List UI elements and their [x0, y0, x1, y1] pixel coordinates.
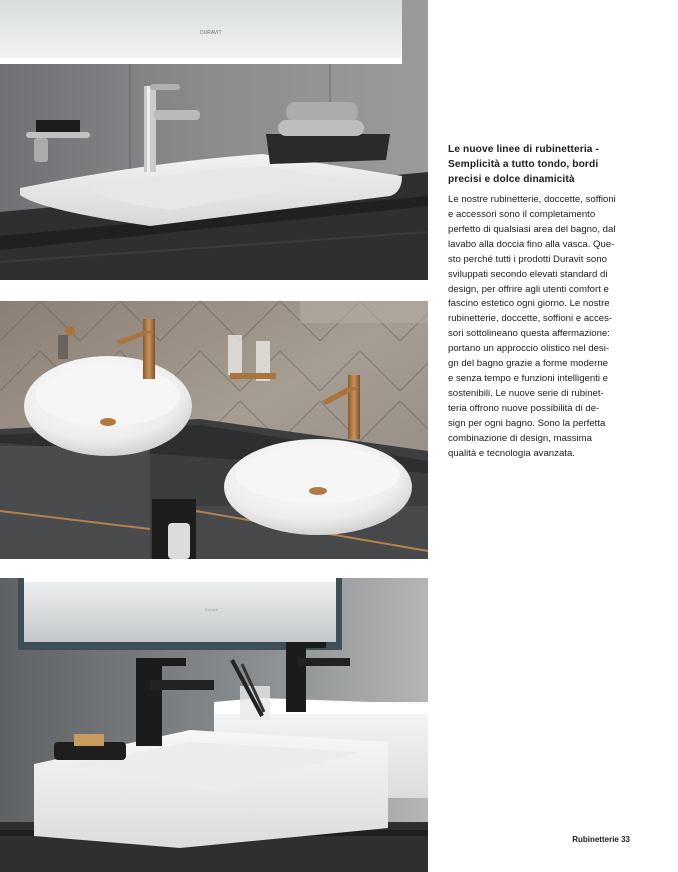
toothbrush-glass: [228, 335, 242, 375]
body-line: portano un approccio olistico nel desi-: [448, 343, 610, 355]
bronze-faucet-right: [348, 375, 360, 439]
soap-bar: [36, 120, 80, 134]
headline-line: precisi e dolce dinamicità: [448, 174, 575, 185]
body-line: sori sottolineano questa affermazione:: [448, 328, 610, 340]
photo-bronze-faucets-bowl-basins: [0, 301, 428, 559]
photo-chrome-faucet-countertop-basin: [0, 0, 428, 280]
black-faucet-left: [136, 662, 162, 746]
black-faucet-right: [286, 646, 306, 712]
body-line: rubinetterie, doccette, soffioni e acces-: [448, 313, 613, 325]
body-line: sto perché tutti i prodotti Duravit sono: [448, 253, 607, 265]
body-line: Le nostre rubinetterie, doccette, soffioni: [448, 194, 616, 205]
headline-line: Le nuove linee di rubinetteria -: [448, 144, 599, 155]
brand-mark: DURAVIT: [200, 30, 222, 36]
photo-black-faucets-rectangular-basins: [0, 578, 428, 872]
article-body: [448, 193, 634, 462]
cabinet-drawer: [0, 446, 150, 559]
body-line: teria offrono nuove possibilità di de-: [448, 402, 600, 414]
towel-tray: [266, 134, 390, 164]
body-line: sviluppati secondo elevati standard di: [448, 268, 608, 280]
body-line: lavabo alla doccia fino alla vasca. Que-: [448, 238, 615, 250]
body-line: gn del bagno grazie a forme moderne: [448, 358, 608, 370]
body-line: sign per ogni bagno. Sono la perfetta: [448, 417, 606, 429]
folio-number: 33: [621, 835, 630, 844]
body-line: qualità e tecnologia avanzata.: [448, 447, 575, 459]
body-line: e senza tempo e funzioni intelligenti e: [448, 373, 608, 385]
brand-mark: Duravit: [205, 607, 218, 612]
body-line: design, per offrire agli utenti comfort e: [448, 283, 609, 295]
body-line: fascino estetico ogni giorno. Le nostre: [448, 298, 610, 310]
page-folio: [560, 835, 630, 844]
body-line: combinazione di design, massima: [448, 432, 592, 444]
body-line: perfetto di qualsiasi area del bagno, dal: [448, 223, 616, 235]
headline-line: Semplicità a tutto tondo, bordi: [448, 159, 599, 170]
article-block: [448, 142, 634, 462]
folio-section: Rubinetterie: [572, 835, 619, 844]
article-headline: [448, 142, 634, 187]
body-line: sostenibili. Le nuove serie di rubinet-: [448, 387, 604, 399]
bronze-faucet-left: [143, 319, 155, 379]
body-line: e accessori sono il completamento: [448, 208, 596, 220]
